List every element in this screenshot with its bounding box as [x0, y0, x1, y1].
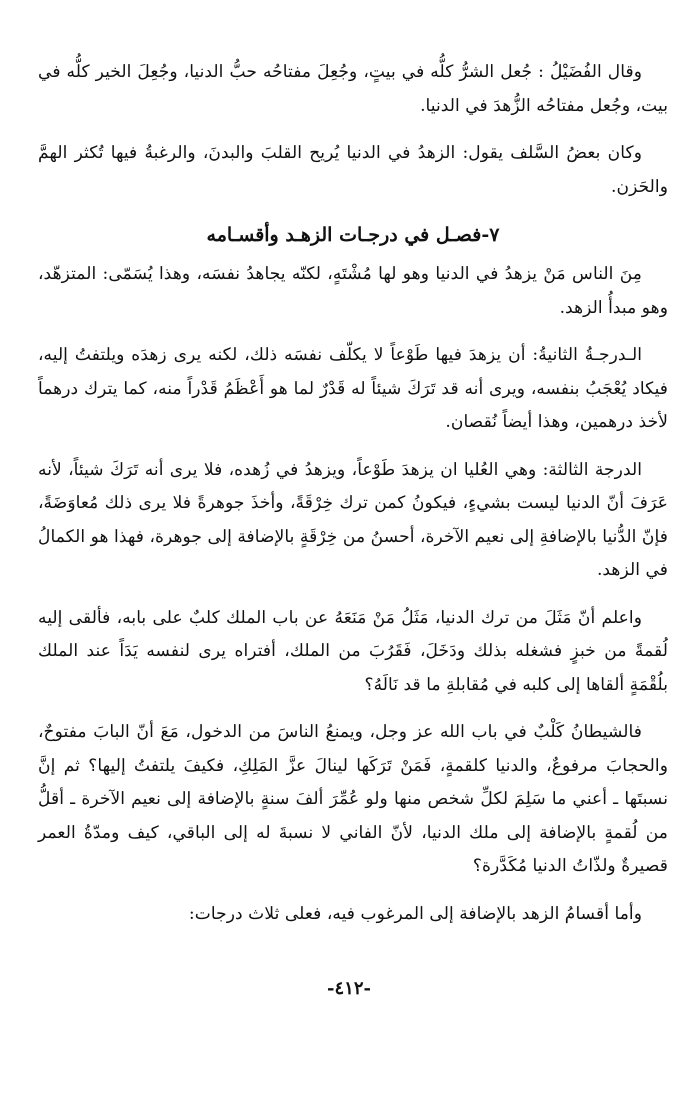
paragraph-shaytan: فالشيطانُ كَلْبٌ في باب الله عز وجل، ويمنعُ الناسَ من الدخول، مَعَ أنّ البابَ مفتوحٌ، والحجابَ مرفوعٌ، والدنيا كلقمةٍ، فَمَنْ تَرَكَها لينالَ عزَّ المَلِكِ، فكيفَ يلتفتُ إليها؟ ثم إنَّ نسبتَها ـ أعني ما سَلِمَ لكلِّ شخص منها ولو عُمِّرَ ألفَ سنةٍ بالإضافة إلى نعيم الآخرة ـ أقلُّ من لُقمةٍ بالإضافة إلى ملك الدنيا، لأنّ الفاني لا نسبةَ له إلى الباقي، كيف ومدّةُ العمر قصيرةٌ ولذّاتُ الدنيا مُكَدَّرة؟	[38, 722, 668, 876]
paragraph-fudayl-quote: وقال الفُضَيْلُ : جُعل الشرُّ كلُّه في بيتٍ، وجُعِلَ مفتاحُه حبُّ الدنيا، وجُعِلَ الخير كلُّه في بيت، وجُعل مفتاحُه الزُّهدَ في الدنيا.	[38, 62, 668, 116]
paragraph-parable-dog: واعلم أنّ مَثَلَ من ترك الدنيا، مَثَلُ مَنْ مَنَعَهُ عن باب الملك كلبٌ على بابه، فألقى إليه لُقمةً من خبزٍ فشغله بذلك ودَخَلَ، فَقَرُبَ من الملك، أفتراه يرى لنفسه يَدَاً عند الملك بلُقْمَةٍ ألقاها إلى كلبه في مُقابلةِ ما قد نَالَهُ؟	[38, 607, 668, 695]
page-number: -٤١٢-	[327, 978, 371, 999]
paragraph-second-degree: الـدرجـةُ الثانيةُ: أن يزهدَ فيها طَوْعاً لا يكلّف نفسَه ذلك، لكنه يرى زهدَه ويلتفتُ إليه، فيكاد يُعْجَبُ بنفسه، ويرى أنه قد تَرَكَ شيئاً له قَدْرٌ لما هو أَعْظَمُ قَدْراً منه، كما يترك درهماً لأخذ درهمين، وهذا أيضاً نُقصان.	[38, 345, 668, 432]
paragraph-salaf-quote: وكان بعضُ السَّلف يقول: الزهدُ في الدنيا يُريح القلبَ والبدنَ، والرغبةُ فيها تُكثر الهمَّ والحَزن.	[38, 143, 668, 197]
section-heading: ٧-فصـل في درجـات الزهـد وأقسـامه	[206, 224, 500, 246]
page-body	[38, 56, 668, 945]
paragraph-first-degree: مِنَ الناس مَنْ يزهدُ في الدنيا وهو لها مُشْتَهٍ، لكنّه يجاهدُ نفسَه، وهذا يُسَمّى: المتزهّد، وهو مبدأُ الزهد.	[38, 264, 668, 318]
paragraph-third-degree: الدرجة الثالثة: وهي العُليا ان يزهدَ طَوْعاً، ويزهدُ في زُهده، فلا يرى أنه تَرَكَ شيئاً، لأنه عَرَفَ أنّ الدنيا ليست بشيءٍ، فيكونُ كمن ترك خِرْقَةً، وأخذَ جوهرةً فلا يرى ذلك مُعاوَضَةً، فإنّ الدُّنيا بالإضافةِ إلى نعيم الآخرة، أحسنُ من خِرْقَةٍ بالإضافة إلى جوهرة، فهذا هو الكمالُ في الزهد.	[38, 459, 668, 580]
paragraph-divisions: وأما أقسامُ الزهد بالإضافة إلى المرغوب فيه، فعلى ثلاث درجات:	[188, 903, 642, 924]
